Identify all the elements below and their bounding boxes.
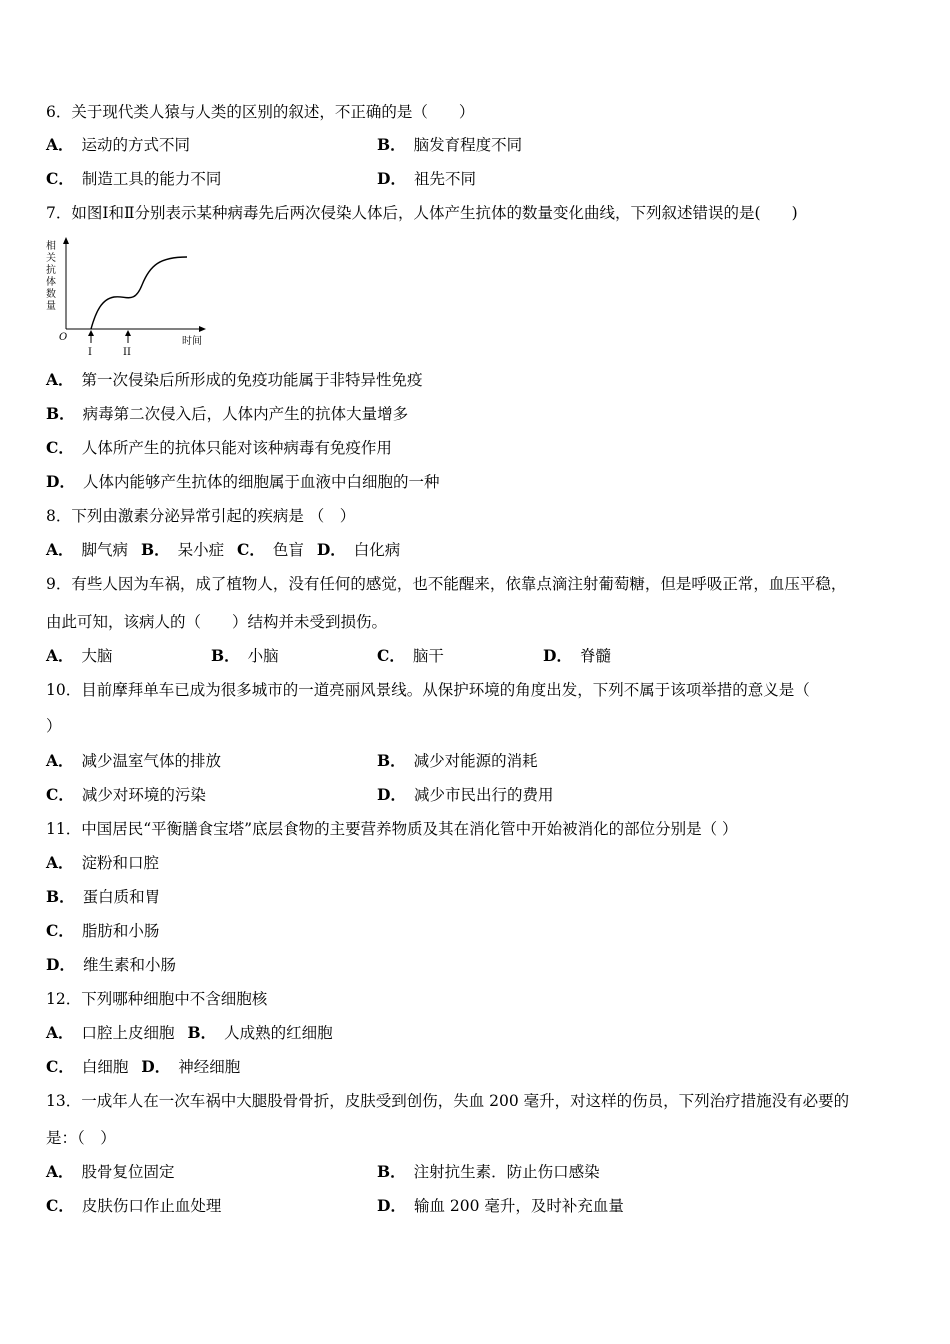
x-axis-arrow-icon bbox=[199, 326, 206, 332]
q6-option-d-text: 祖先不同 bbox=[413, 170, 476, 188]
q13-option-b-letter: B． bbox=[377, 1162, 406, 1181]
q9-option-b bbox=[211, 645, 279, 667]
q9-option-a-text: 大脑 bbox=[81, 647, 113, 665]
origin-label: O bbox=[59, 332, 68, 343]
q6-option-a-text: 运动的方式不同 bbox=[81, 136, 191, 154]
q7-option-c-letter: C． bbox=[46, 438, 74, 457]
x-axis-label: 时间 bbox=[182, 336, 202, 347]
q10-option-b bbox=[377, 750, 538, 772]
q10-option-b-text: 减少对能源的消耗 bbox=[413, 752, 538, 770]
q6-option-b-letter: B． bbox=[377, 135, 406, 154]
q12-option-c-text: 白细胞 bbox=[81, 1058, 129, 1076]
q10-stem-line-1: 10．目前摩拜单车已成为很多城市的一道亮丽风景线。从保护环境的角度出发，下列不属于该项举措的意义是（ bbox=[46, 681, 810, 699]
q13-stem-line-2: 是：（ ） bbox=[46, 1129, 116, 1147]
q7-option-b-letter: B． bbox=[46, 404, 75, 423]
q11-option-a bbox=[46, 852, 159, 874]
q9-option-b-letter: B． bbox=[211, 646, 240, 665]
q6-option-row-1 bbox=[46, 134, 523, 156]
q8-options-row bbox=[46, 539, 400, 561]
q12-option-d-letter: D． bbox=[141, 1057, 171, 1076]
q7-option-d bbox=[46, 471, 439, 493]
q13-option-d-text: 输血 200 毫升，及时补充血量 bbox=[413, 1197, 624, 1215]
q6-option-d bbox=[377, 168, 476, 190]
q9-stem-line-1: 9．有些人因为车祸，成了植物人，没有任何的感觉，也不能醒来，依靠点滴注射葡萄糖，但是呼吸正常，血压平稳， bbox=[46, 575, 847, 593]
q11-option-d-text: 维生素和小肠 bbox=[82, 956, 176, 974]
q7-option-b-text: 病毒第二次侵入后，人体内产生的抗体大量增多 bbox=[82, 405, 409, 423]
q13-option-c-text: 皮肤伤口作止血处理 bbox=[81, 1197, 222, 1215]
marker-2-label: II bbox=[123, 347, 131, 358]
q7-option-a bbox=[46, 369, 423, 391]
q10-option-c-letter: C． bbox=[46, 785, 74, 804]
y-label-char-4: 体 bbox=[46, 277, 56, 288]
q12-option-row-2 bbox=[46, 1056, 240, 1078]
y-label-char-3: 抗 bbox=[46, 265, 56, 276]
q10-option-d-letter: D． bbox=[377, 785, 406, 804]
q12-option-a-letter: A． bbox=[46, 1023, 74, 1042]
q9-option-c-letter: C． bbox=[377, 646, 405, 665]
q8-option-c-text: 色盲 bbox=[272, 541, 304, 559]
q7-option-c-text: 人体所产生的抗体只能对该种病毒有免疫作用 bbox=[81, 439, 392, 457]
q11-option-c-letter: C． bbox=[46, 921, 74, 940]
q13-option-a-letter: A． bbox=[46, 1162, 74, 1181]
q12-option-c-letter: C． bbox=[46, 1057, 74, 1076]
q12-stem: 12．下列哪种细胞中不含细胞核 bbox=[46, 990, 268, 1008]
q11-option-d bbox=[46, 954, 176, 976]
q8-option-b-text: 呆小症 bbox=[177, 541, 225, 559]
q11-option-b bbox=[46, 886, 160, 908]
marker-1-label: I bbox=[88, 347, 92, 358]
q13-option-b bbox=[377, 1161, 600, 1183]
antibody-curve-figure bbox=[42, 233, 217, 358]
q7-stem: 7．如图Ⅰ和Ⅱ分别表示某种病毒先后两次侵染人体后，人体产生抗体的数量变化曲线，下列叙述错误的是( ) bbox=[46, 204, 798, 222]
q7-option-d-letter: D． bbox=[46, 472, 75, 491]
q8-option-a-text: 脚气病 bbox=[81, 541, 129, 559]
q13-option-b-text: 注射抗生素．防止伤口感染 bbox=[413, 1163, 600, 1181]
q8-option-d-text: 白化病 bbox=[353, 541, 401, 559]
q7-option-d-text: 人体内能够产生抗体的细胞属于血液中白细胞的一种 bbox=[82, 473, 440, 491]
q11-option-a-text: 淀粉和口腔 bbox=[81, 854, 160, 872]
q11-option-b-text: 蛋白质和胃 bbox=[82, 888, 161, 906]
q6-option-a-letter: A． bbox=[46, 135, 74, 154]
q10-option-a-letter: A． bbox=[46, 751, 74, 770]
q11-stem: 11．中国居民“平衡膳食宝塔”底层食物的主要营养物质及其在消化管中开始被消化的部位分别是（ ） bbox=[46, 820, 738, 838]
q10-option-d-text: 减少市民出行的费用 bbox=[413, 786, 554, 804]
q12-option-b-text: 人成熟的红细胞 bbox=[224, 1024, 333, 1042]
y-label-char-1: 相 bbox=[46, 241, 56, 252]
q6-option-c-letter: C． bbox=[46, 169, 74, 188]
q13-option-c-letter: C． bbox=[46, 1196, 74, 1215]
q10-option-d bbox=[377, 784, 553, 806]
q12-option-b-letter: B． bbox=[187, 1023, 217, 1042]
q11-option-c bbox=[46, 920, 159, 942]
q10-option-c-text: 减少对环境的污染 bbox=[81, 786, 206, 804]
q7-option-c bbox=[46, 437, 392, 459]
q9-stem-line-2: 由此可知，该病人的（ ）结构并未受到损伤。 bbox=[46, 613, 388, 631]
q6-option-b bbox=[377, 134, 522, 156]
y-label-char-6: 量 bbox=[46, 301, 56, 312]
q6-option-d-letter: D． bbox=[377, 169, 406, 188]
q9-option-a bbox=[46, 645, 113, 667]
q9-option-a-letter: A． bbox=[46, 646, 74, 665]
q9-option-d-letter: D． bbox=[543, 646, 572, 665]
q13-option-row-2 bbox=[46, 1195, 624, 1217]
q9-option-d-text: 脊髓 bbox=[579, 647, 611, 665]
q9-option-b-text: 小脑 bbox=[247, 647, 279, 665]
q8-option-a-letter: A． bbox=[46, 540, 74, 559]
q12-option-d-text: 神经细胞 bbox=[178, 1058, 241, 1076]
q10-option-b-letter: B． bbox=[377, 751, 406, 770]
q10-option-a-text: 减少温室气体的排放 bbox=[81, 752, 222, 770]
marker-2-arrow-icon bbox=[125, 330, 131, 336]
q11-option-d-letter: D． bbox=[46, 955, 75, 974]
q8-stem: 8．下列由激素分泌异常引起的疾病是 （ ） bbox=[46, 507, 356, 525]
q13-option-d-letter: D． bbox=[377, 1196, 406, 1215]
q11-option-b-letter: B． bbox=[46, 887, 75, 906]
marker-1-arrow-icon bbox=[88, 330, 94, 336]
q6-option-c-text: 制造工具的能力不同 bbox=[81, 170, 222, 188]
q11-option-c-text: 脂肪和小肠 bbox=[81, 922, 160, 940]
q10-stem-line-2: ） bbox=[46, 717, 62, 735]
y-label-char-2: 关 bbox=[46, 253, 56, 264]
y-axis-arrow-icon bbox=[63, 237, 69, 244]
y-label-char-5: 数 bbox=[46, 289, 56, 300]
q13-option-a-text: 股骨复位固定 bbox=[81, 1163, 175, 1181]
q13-option-row-1 bbox=[46, 1161, 600, 1183]
y-axis-label bbox=[46, 239, 56, 312]
q9-option-c bbox=[377, 645, 444, 667]
q7-option-a-letter: A． bbox=[46, 370, 74, 389]
q8-option-b-letter: B． bbox=[140, 540, 170, 559]
q8-option-d-letter: D． bbox=[316, 540, 346, 559]
q13-option-d bbox=[377, 1195, 624, 1217]
q8-option-c-letter: C． bbox=[237, 540, 265, 559]
q13-stem-line-1: 13．一成年人在一次车祸中大腿股骨骨折，皮肤受到创伤，失血 200 毫升，对这样的伤员，下列治疗措施没有必要的 bbox=[46, 1092, 850, 1110]
q6-option-row-2 bbox=[46, 168, 476, 190]
q7-option-b bbox=[46, 403, 408, 425]
q6-stem: 6．关于现代类人猿与人类的区别的叙述，不正确的是（ ） bbox=[46, 103, 475, 121]
q7-option-a-text: 第一次侵染后所形成的免疫功能属于非特异性免疫 bbox=[81, 371, 423, 389]
q11-option-a-letter: A． bbox=[46, 853, 74, 872]
q9-option-c-text: 脑干 bbox=[412, 647, 444, 665]
q12-option-a-text: 口腔上皮细胞 bbox=[81, 1024, 175, 1042]
q10-option-row-1 bbox=[46, 750, 538, 772]
q9-option-d bbox=[543, 645, 611, 667]
q12-option-row-1 bbox=[46, 1022, 333, 1044]
antibody-curve bbox=[91, 257, 187, 329]
q10-option-row-2 bbox=[46, 784, 554, 806]
q6-option-b-text: 脑发育程度不同 bbox=[413, 136, 523, 154]
